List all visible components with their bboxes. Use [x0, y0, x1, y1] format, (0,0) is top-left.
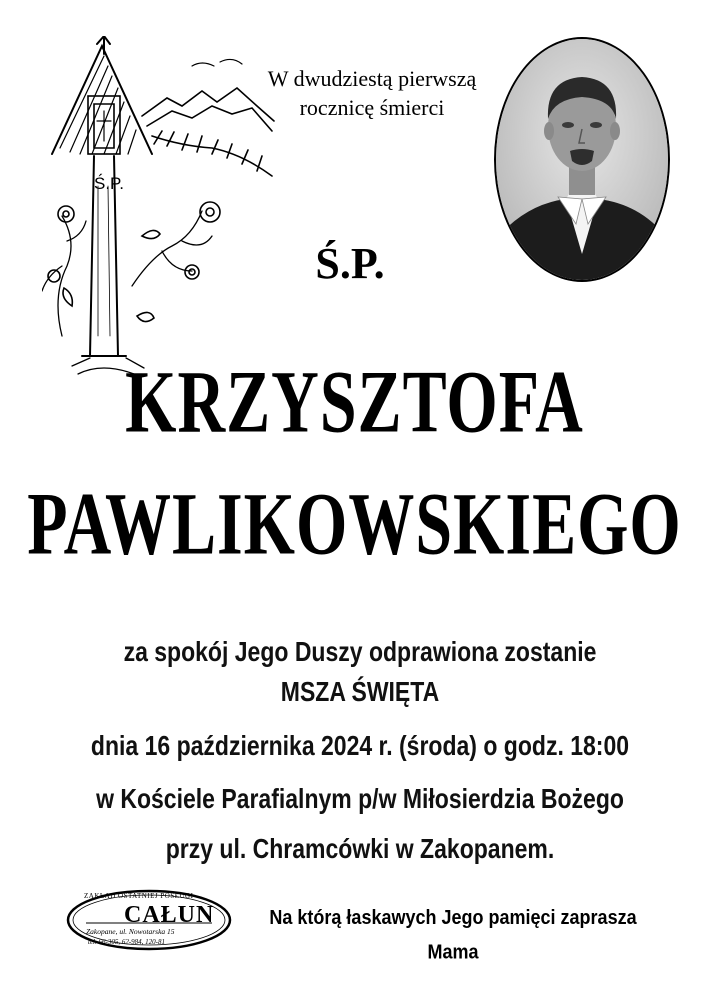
invitation	[243, 900, 663, 969]
mass-church-line: w Kościele Parafialnym p/w Miłosierdzia Bożego	[96, 783, 624, 815]
name-first: KRZYSZTOFA	[125, 353, 584, 452]
funeral-home-logo	[66, 889, 232, 951]
logo-phone: tel. 66-305, 62-984, 120-81	[88, 938, 165, 946]
mass-address-line: przy ul. Chramcówki w Zakopanem.	[165, 833, 555, 865]
anniversary-line-2: rocznicę śmierci	[299, 95, 445, 120]
anniversary-line-1: W dwudziestą pierwszą	[267, 66, 477, 91]
mass-date-line: dnia 16 października 2024 r. (środa) o godz. 18:00	[90, 730, 630, 762]
name-last: PAWLIKOWSKIEGO	[27, 475, 682, 574]
logo-brand: CAŁUN	[124, 902, 215, 928]
portrait-photo	[494, 37, 670, 282]
shrine-label: Ś.P.	[94, 174, 124, 193]
invitation-line-1: Na którą łaskawych Jego pamięci zaprasza	[269, 905, 637, 929]
prefix-sp: Ś.P.	[315, 239, 385, 288]
mass-line-2: MSZA ŚWIĘTA	[280, 676, 440, 708]
invitation-line-2: Mama	[427, 940, 479, 964]
anniversary-heading	[232, 64, 512, 122]
logo-top-text: ZAKŁAD OSTATNIEJ POSŁUGI	[84, 892, 194, 900]
mass-line-1: za spokój Jego Duszy odprawiona zostanie	[123, 636, 597, 668]
logo-address: Zakopane, ul. Nowotarska 15	[86, 927, 175, 936]
